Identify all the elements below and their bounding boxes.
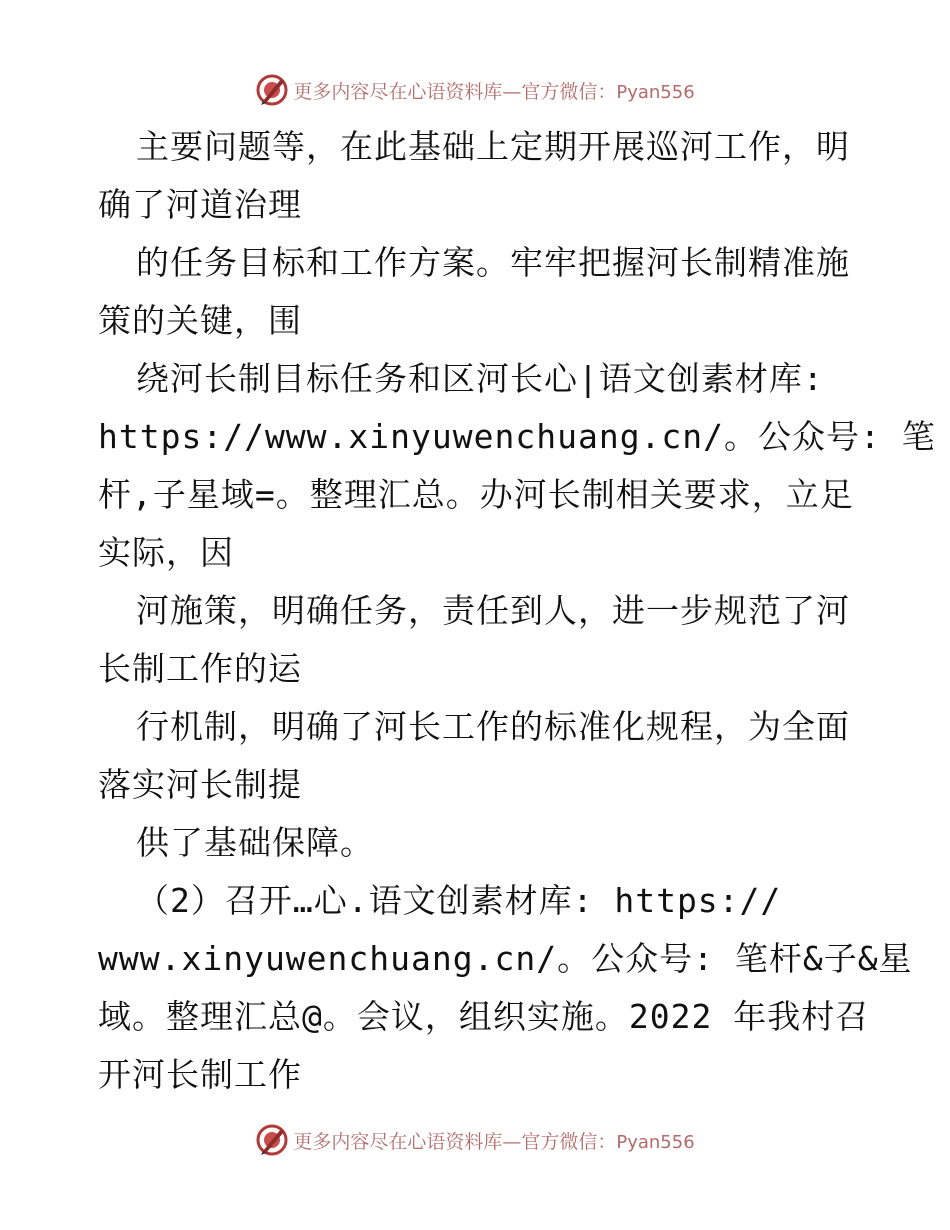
banner-wechat-id: Pyan556: [616, 81, 695, 103]
banner-text: [293, 77, 694, 104]
text-line: www.xinyuwenchuang.cn/。公众号: 笔杆&子&星: [98, 939, 913, 978]
text-line: https://www.xinyuwenchuang.cn/。公众号: 笔: [98, 417, 936, 456]
text-line: 实际，因: [98, 533, 234, 572]
text-line: 开河长制工作: [98, 1055, 302, 1094]
banner-wechat-id: Pyan556: [616, 1131, 695, 1153]
banner-caption: 更多内容尽在心语资料库—官方微信：: [293, 80, 617, 103]
text-line: 落实河长制提: [98, 765, 302, 804]
text-line: 长制工作的运: [98, 649, 302, 688]
text-line: 主要问题等，在此基础上定期开展巡河工作，明: [136, 127, 850, 166]
header-watermark-banner: [0, 70, 950, 110]
pen-logo-icon: [255, 1123, 289, 1157]
text-line: 的任务目标和工作方案。牢牢把握河长制精准施: [136, 243, 850, 282]
document-body: [98, 118, 936, 1104]
pen-logo-icon: [255, 73, 289, 107]
text-line: 供了基础保障。: [136, 823, 374, 862]
text-line: 确了河道治理: [98, 185, 302, 224]
banner-caption: 更多内容尽在心语资料库—官方微信：: [293, 1130, 617, 1153]
banner-text: [293, 1127, 694, 1154]
text-line: 策的关键，围: [98, 301, 302, 340]
text-line: 杆,子星域=。整理汇总。办河长制相关要求，立足: [98, 475, 854, 514]
footer-watermark-banner: [0, 1120, 950, 1160]
text-line: （2）召开…心.语文创素材库: https://: [136, 881, 782, 920]
text-line: 河施策，明确任务，责任到人，进一步规范了河: [136, 591, 850, 630]
text-line: 绕河长制目标任务和区河长心|语文创素材库:: [136, 359, 824, 398]
text-line: 域。整理汇总@。会议，组织实施。2022 年我村召: [98, 997, 870, 1036]
text-line: 行机制，明确了河长工作的标准化规程，为全面: [136, 707, 850, 746]
